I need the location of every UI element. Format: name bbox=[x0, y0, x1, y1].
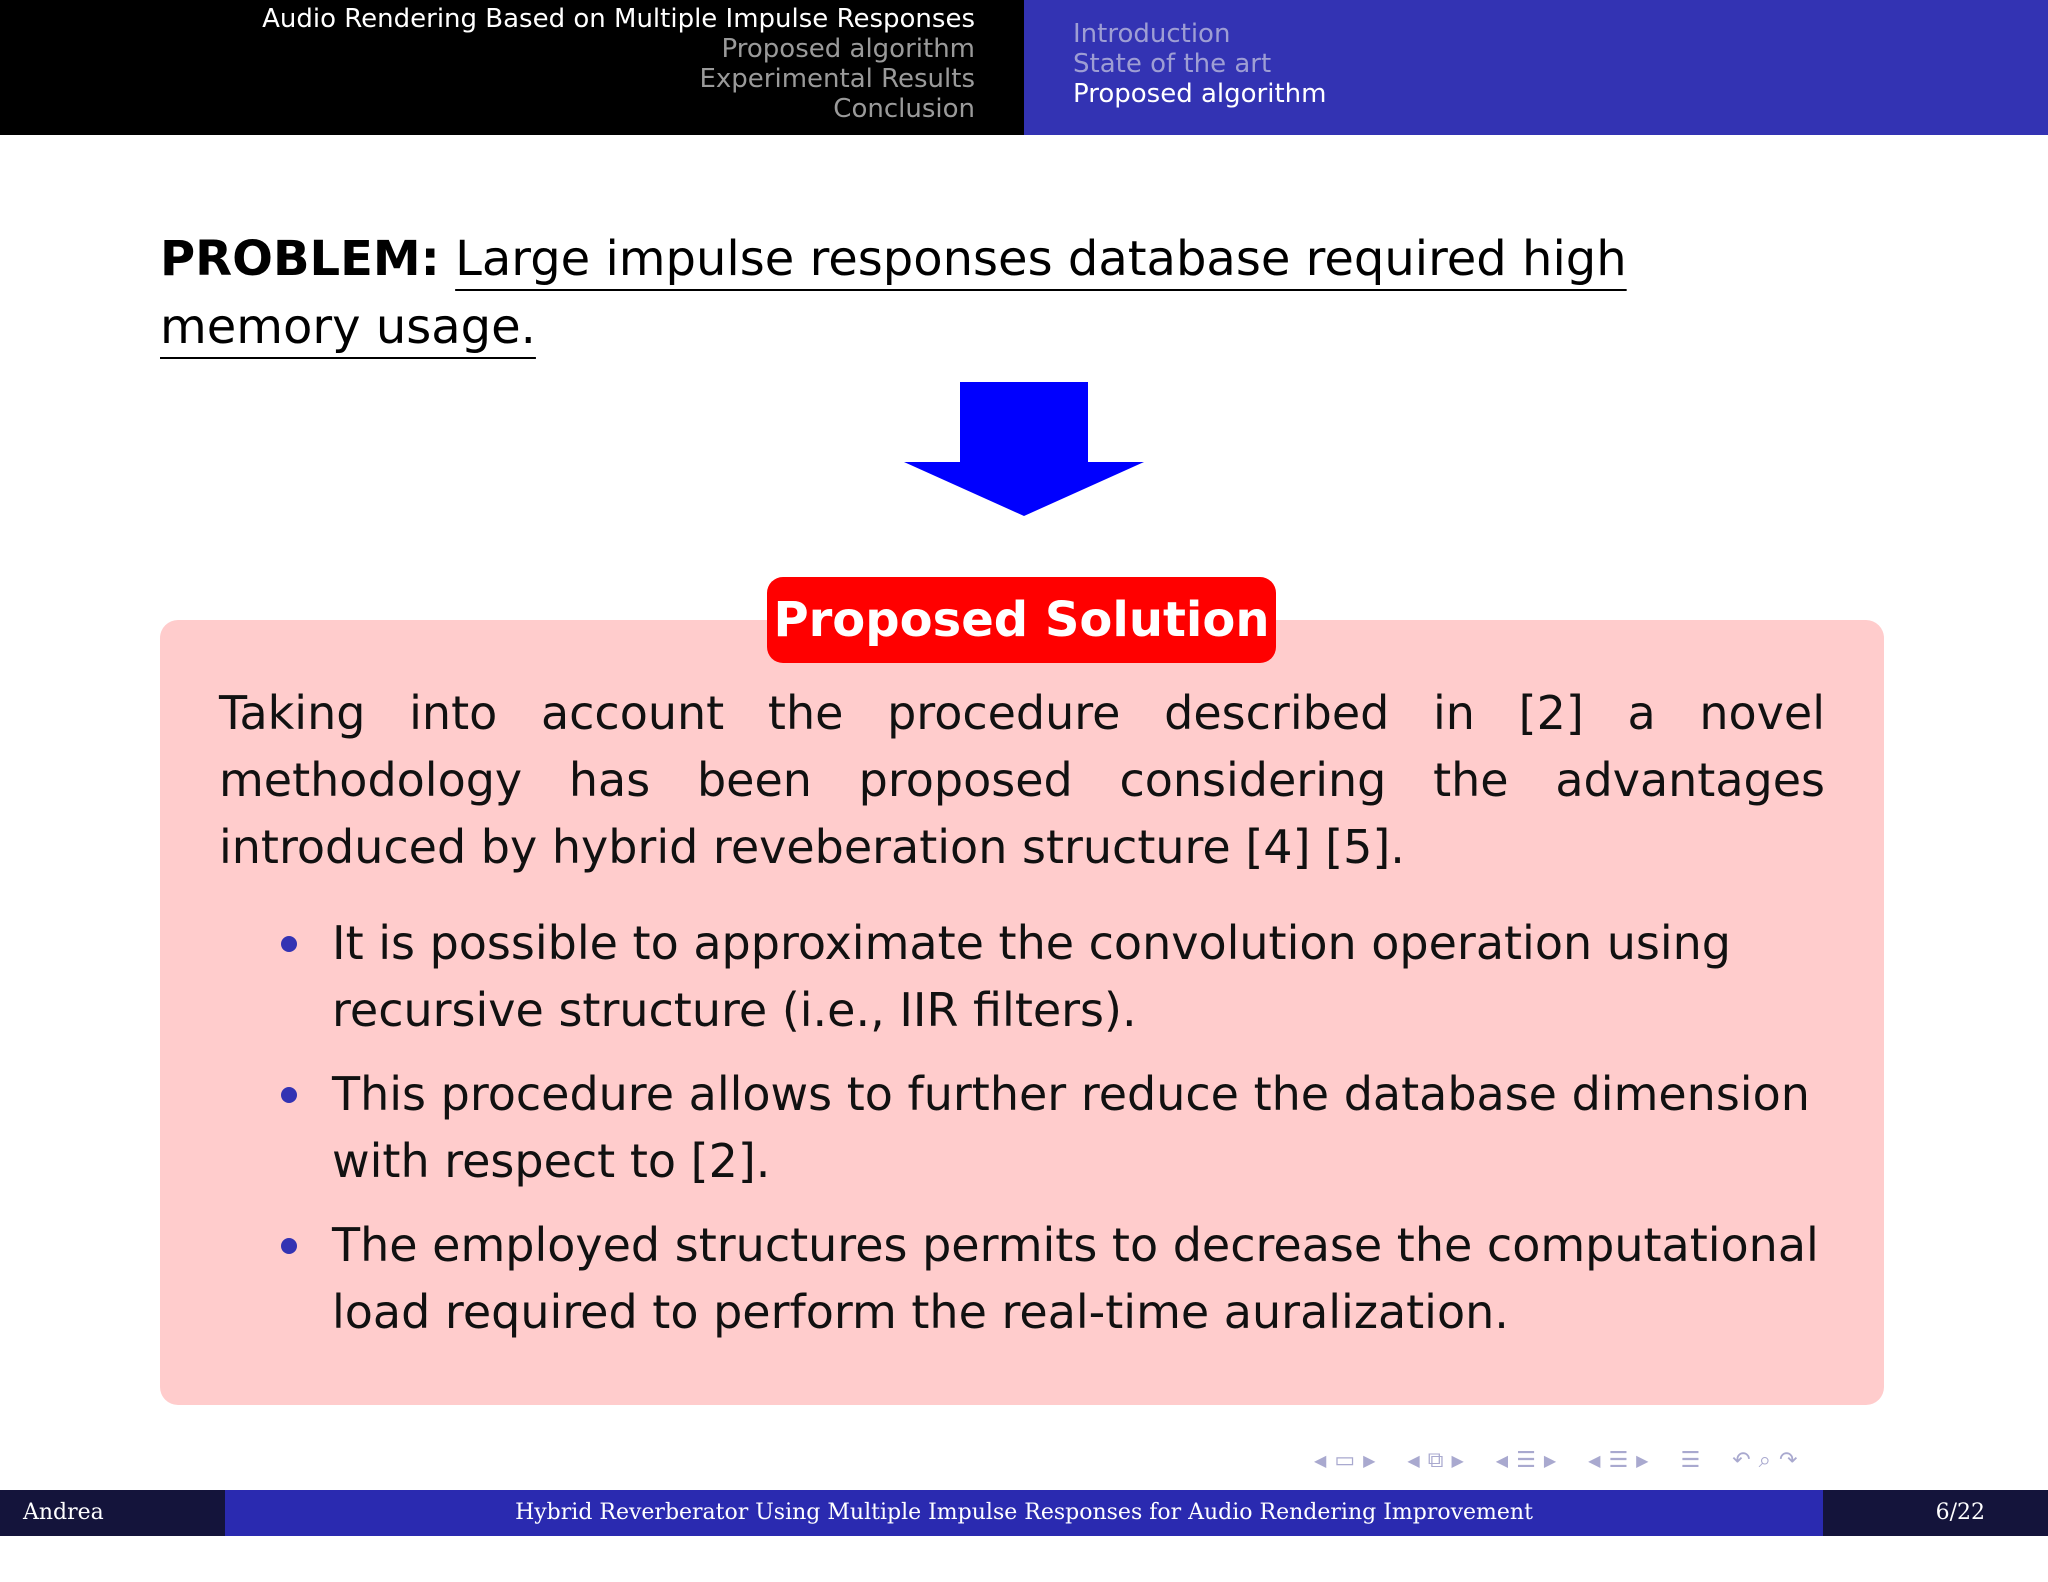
prev-icon[interactable]: ◀ bbox=[1407, 1450, 1420, 1470]
header-section-title[interactable]: Audio Rendering Based on Multiple Impulse Responses bbox=[262, 4, 975, 34]
problem-statement bbox=[160, 225, 1820, 361]
subsection-nav-icon[interactable]: ⧉ bbox=[1427, 1447, 1444, 1473]
header-section-proposed[interactable]: Proposed algorithm bbox=[721, 34, 975, 64]
redo-icon[interactable]: ↷ bbox=[1778, 1447, 1798, 1473]
footer-title: Hybrid Reverberator Using Multiple Impulse Responses for Audio Rendering Improvement bbox=[225, 1490, 1823, 1536]
frame-nav[interactable] bbox=[1310, 1448, 1379, 1473]
section-nav[interactable] bbox=[1492, 1448, 1560, 1473]
bullet-icon bbox=[281, 936, 297, 952]
frame-nav-icon[interactable]: ▭ bbox=[1334, 1447, 1356, 1473]
solution-paragraph: Taking into account the procedure described in [2] a novel methodology has been proposed considering the advantages introduced by hybrid reveberation structure [4] [5]. bbox=[219, 686, 1825, 874]
appendix-nav[interactable] bbox=[1676, 1448, 1704, 1473]
list-item bbox=[219, 1061, 1825, 1195]
undo-icon[interactable]: ↶ bbox=[1732, 1447, 1751, 1473]
doc-nav-icon[interactable]: ☰ bbox=[1608, 1447, 1629, 1473]
header-section-conclusion[interactable]: Conclusion bbox=[833, 94, 975, 124]
search-tools[interactable] bbox=[1728, 1448, 1801, 1473]
bullet-text: The employed structures permits to decrease the computational load required to perform the real-time auralization. bbox=[332, 1218, 1819, 1339]
header-subsections-panel bbox=[1024, 0, 2048, 135]
footer bbox=[0, 1490, 2048, 1571]
prev-icon[interactable]: ◀ bbox=[1314, 1450, 1327, 1470]
problem-text: Large impulse responses database required high memory usage. bbox=[160, 231, 1627, 355]
document-nav[interactable] bbox=[1584, 1448, 1652, 1473]
header-section-results[interactable]: Experimental Results bbox=[699, 64, 975, 94]
header-sections-panel bbox=[0, 0, 1024, 135]
prev-icon[interactable]: ◀ bbox=[1588, 1450, 1601, 1470]
bullet-icon bbox=[281, 1087, 297, 1103]
header-subsection-introduction[interactable]: Introduction bbox=[1073, 19, 1231, 49]
header-subsection-state-of-art[interactable]: State of the art bbox=[1073, 49, 1272, 79]
bullet-text: This procedure allows to further reduce the database dimension with respect to [2]. bbox=[332, 1067, 1810, 1188]
appendix-nav-icon[interactable]: ☰ bbox=[1680, 1447, 1701, 1473]
prev-icon[interactable]: ◀ bbox=[1495, 1450, 1509, 1470]
section-nav-icon[interactable]: ☰ bbox=[1516, 1447, 1536, 1473]
next-icon[interactable]: ▶ bbox=[1451, 1450, 1464, 1470]
next-icon[interactable]: ▶ bbox=[1543, 1450, 1557, 1470]
header-subsection-proposed[interactable]: Proposed algorithm bbox=[1073, 79, 1327, 109]
navigation-bar bbox=[1310, 1440, 2040, 1480]
subsection-nav[interactable] bbox=[1403, 1448, 1467, 1473]
search-icon[interactable]: ⌕ bbox=[1758, 1447, 1771, 1473]
solution-bullet-list bbox=[219, 910, 1825, 1363]
problem-label: PROBLEM: bbox=[160, 231, 440, 287]
footer-page-number: 6/22 bbox=[1823, 1490, 2048, 1536]
list-item bbox=[219, 910, 1825, 1044]
bullet-text: It is possible to approximate the convolution operation using recursive structure (i.e., IIR filters). bbox=[332, 916, 1732, 1037]
next-icon[interactable]: ▶ bbox=[1363, 1450, 1376, 1470]
list-item bbox=[219, 1212, 1825, 1346]
down-arrow-icon bbox=[904, 382, 1144, 516]
solution-title: Proposed Solution bbox=[767, 577, 1276, 663]
footer-author: Andrea Primavera bbox=[0, 1490, 225, 1536]
bullet-icon bbox=[281, 1238, 297, 1254]
next-icon[interactable]: ▶ bbox=[1636, 1450, 1649, 1470]
